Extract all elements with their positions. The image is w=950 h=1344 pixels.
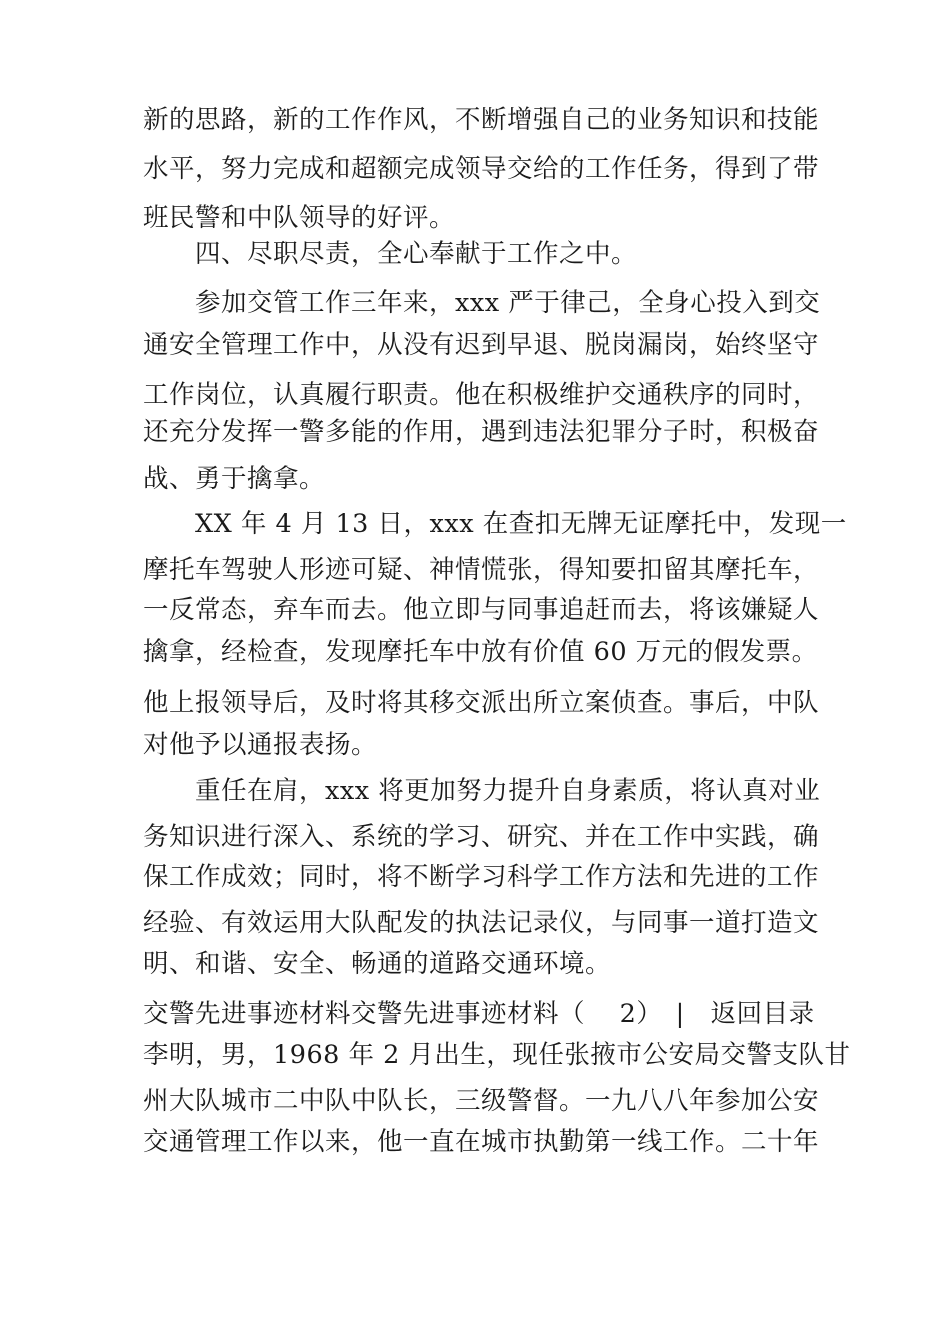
- text-line: 擒拿，经检查，发现摩托车中放有价值 60 万元的假发票。: [143, 637, 818, 667]
- text-line: 通安全管理工作中，从没有迟到早退、脱岗漏岗，始终坚守: [143, 330, 820, 360]
- text-line: 工作岗位，认真履行职责。他在积极维护交通秩序的同时，: [143, 380, 820, 410]
- article-title: 交警先进事迹材料交警先进事迹材料（ 2） | 返回目录: [143, 999, 815, 1029]
- text-line: 明、和谐、安全、畅通的道路交通环境。: [143, 949, 612, 979]
- section-heading: 四、尽职尽责，全心奉献于工作之中。: [195, 239, 638, 269]
- text-line: 重任在肩，xxx 将更加努力提升自身素质，将认真对业: [195, 776, 821, 806]
- text-line: 交通管理工作以来，他一直在城市执勤第一线工作。二十年: [143, 1127, 820, 1157]
- text-line: 参加交管工作三年来，xxx 严于律己，全身心投入到交: [195, 288, 821, 318]
- text-line: 李明，男，1968 年 2 月出生，现任张掖市公安局交警支队甘: [143, 1040, 851, 1070]
- text-line: 摩托车驾驶人形迹可疑、神情慌张，得知要扣留其摩托车，: [143, 555, 820, 585]
- text-line: 经验、有效运用大队配发的执法记录仪，与同事一道打造文: [143, 908, 820, 938]
- text-line: 一反常态，弃车而去。他立即与同事追赶而去，将该嫌疑人: [143, 595, 820, 625]
- text-line: 新的思路，新的工作作风，不断增强自己的业务知识和技能: [143, 105, 820, 135]
- text-line: 务知识进行深入、系统的学习、研究、并在工作中实践，确: [143, 822, 820, 852]
- text-line: 他上报领导后，及时将其移交派出所立案侦查。事后，中队: [143, 688, 820, 718]
- text-line: 还充分发挥一警多能的作用，遇到违法犯罪分子时，积极奋: [143, 417, 820, 447]
- text-line: 战、勇于擒拿。: [143, 464, 326, 494]
- text-line: 保工作成效；同时，将不断学习科学工作方法和先进的工作: [143, 862, 820, 892]
- text-line: 班民警和中队领导的好评。: [143, 203, 456, 233]
- text-line: XX 年 4 月 13 日，xxx 在查扣无牌无证摩托中，发现一: [195, 509, 847, 539]
- text-line: 对他予以通报表扬。: [143, 730, 378, 760]
- text-line: 州大队城市二中队中队长，三级警督。一九八八年参加公安: [143, 1086, 820, 1116]
- text-line: 水平，努力完成和超额完成领导交给的工作任务，得到了带: [143, 154, 820, 184]
